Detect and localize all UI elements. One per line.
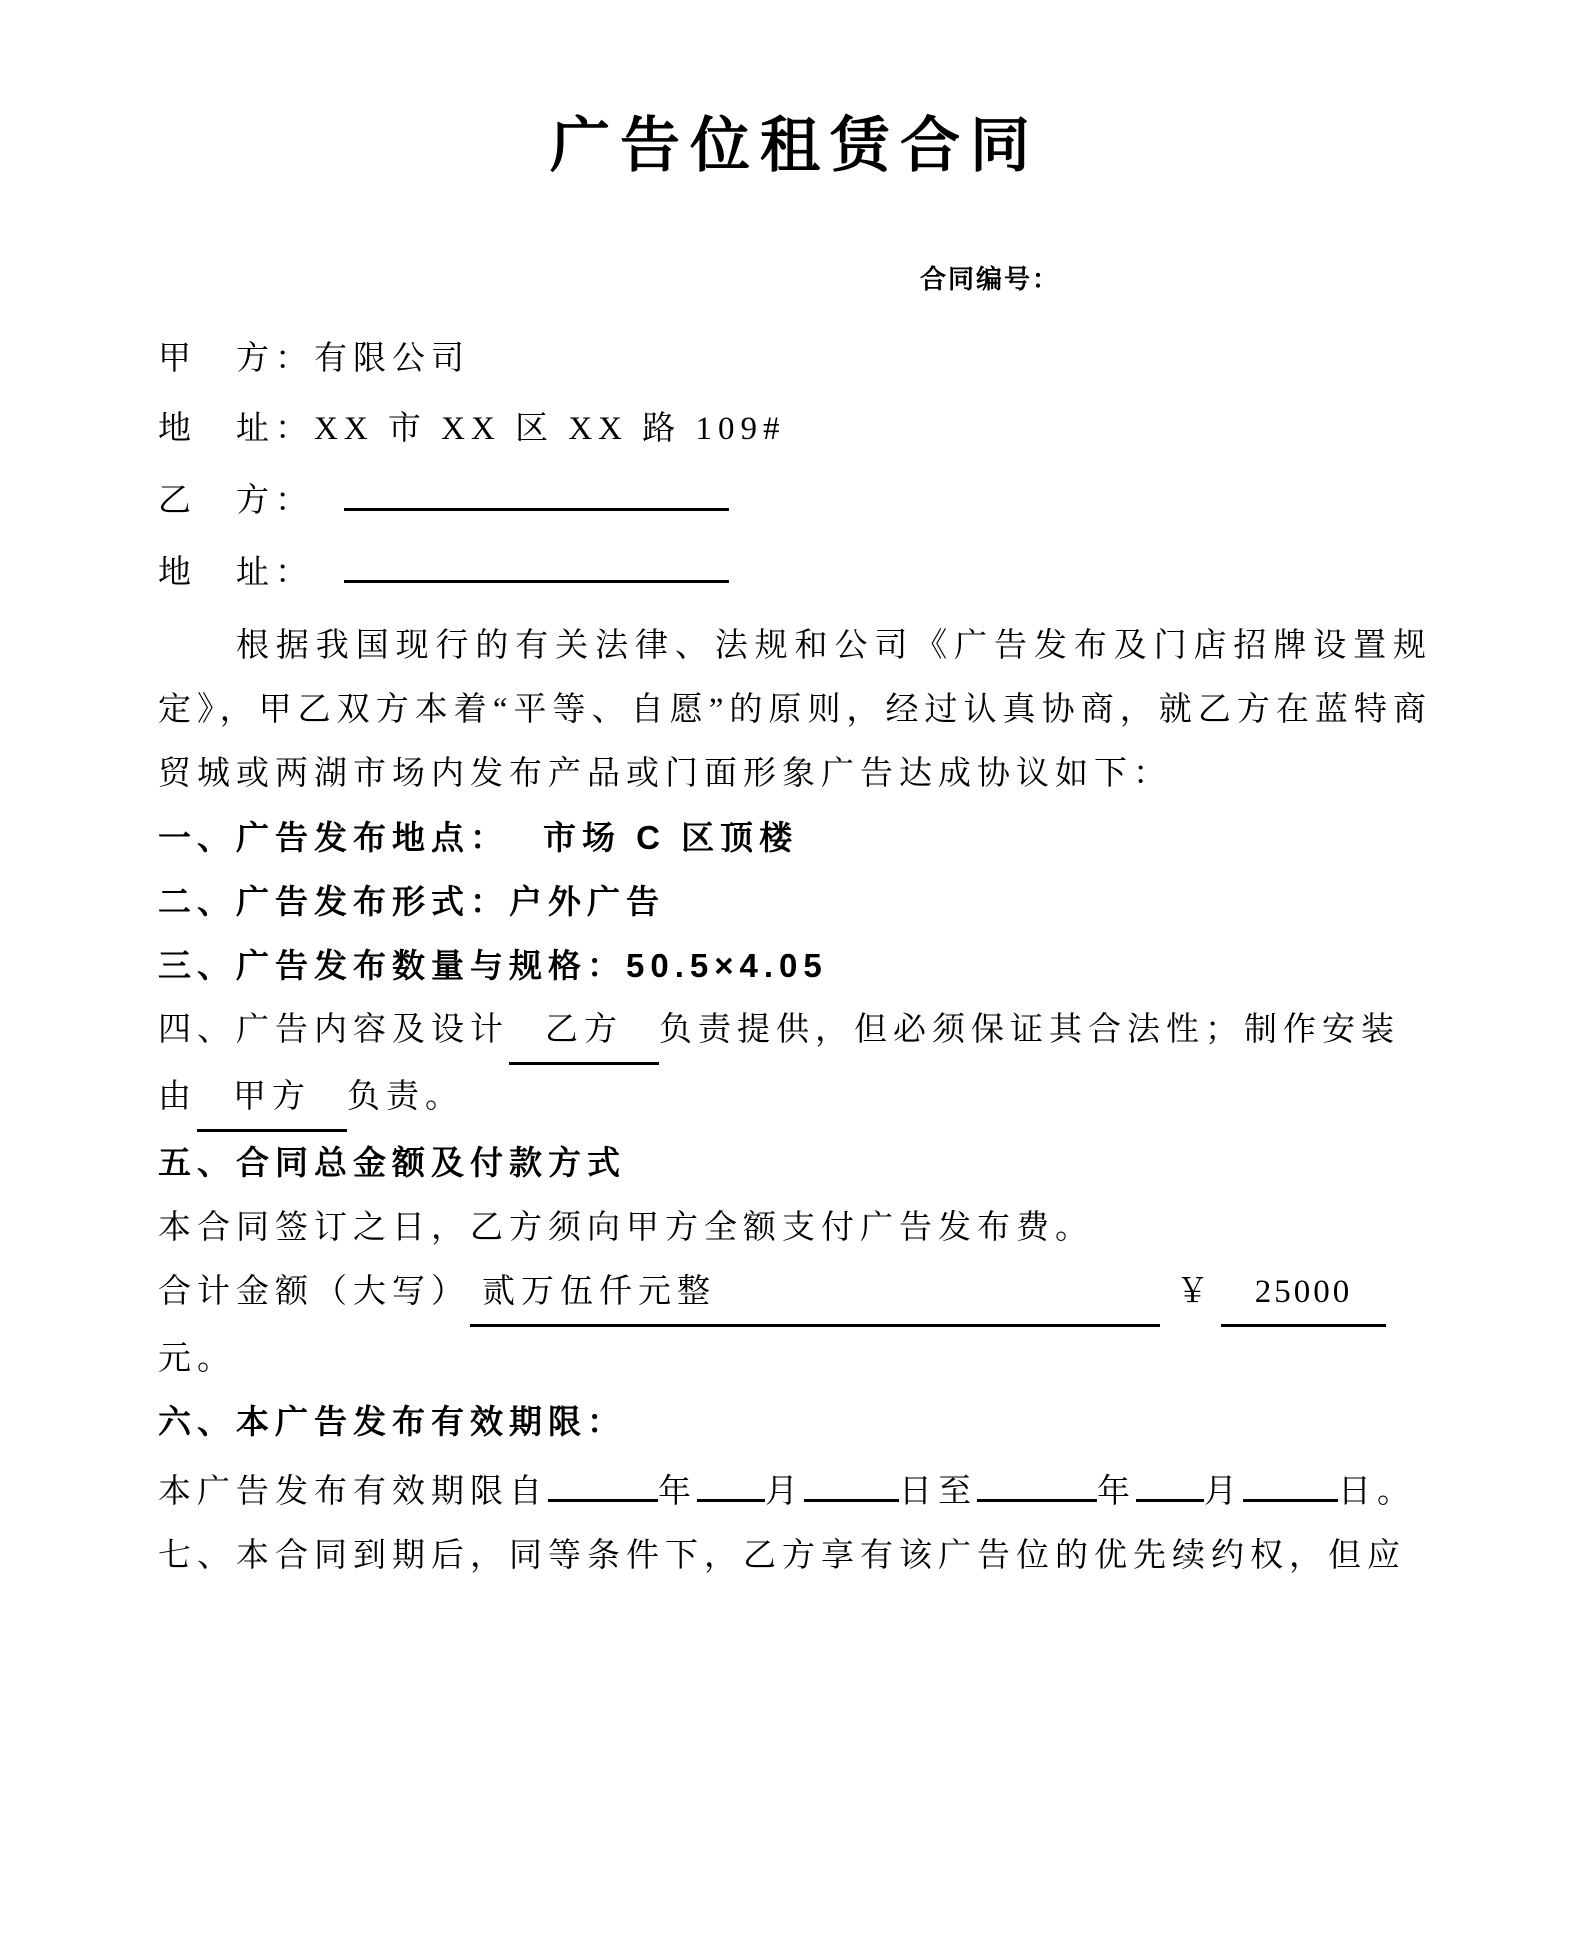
section-6-validity-period [158, 1391, 1432, 1524]
address-a-value: XX 市 XX 区 XX 路 109# [314, 411, 786, 447]
party-b-fill-in-blank[interactable] [344, 464, 729, 511]
section-2-label: 二、广告发布形式： [158, 883, 509, 920]
end-day-label: 日。 [1338, 1474, 1416, 1510]
party-a-value: 有限公司 [314, 341, 470, 377]
amount-unit-label: 元。 [158, 1341, 236, 1377]
start-year-blank[interactable] [548, 1455, 658, 1502]
section-6-heading: 六、本广告发布有效期限： [158, 1405, 626, 1441]
party-b-label: 乙 方： [158, 483, 314, 519]
end-year-label: 年 [1097, 1474, 1136, 1510]
party-a-label: 甲 方： [158, 341, 314, 377]
start-year-label: 年 [658, 1474, 697, 1510]
address-b-label: 地 址： [158, 555, 314, 591]
address-a-label: 地 址： [158, 411, 314, 447]
section-6-date-row [158, 1455, 1432, 1524]
parties-block [158, 324, 1432, 608]
section-2-ad-format [158, 870, 1432, 934]
contract-number-label: 合同编号： [920, 265, 1061, 294]
section-4-pre-text: 四、广告内容及设计 [158, 1012, 509, 1048]
section-3-ad-quantity-spec [158, 934, 1432, 998]
start-day-blank[interactable] [804, 1455, 899, 1502]
section-1-label: 一、广告发布地点： [158, 819, 509, 856]
amount-in-digits-blank[interactable]: 25000 [1221, 1260, 1386, 1327]
currency-symbol: ￥ [1176, 1274, 1215, 1310]
section-4-party-a-blank[interactable]: 甲方 [197, 1065, 347, 1132]
start-month-label: 月 [765, 1474, 804, 1510]
amount-in-words-blank[interactable]: 贰万伍仟元整 [470, 1260, 1160, 1327]
section-5-total-row [158, 1260, 1432, 1391]
total-amount-label: 合计金额（大写） [158, 1274, 470, 1310]
section-2-value: 户外广告 [509, 883, 665, 920]
end-month-label: 月 [1204, 1474, 1243, 1510]
end-month-blank[interactable] [1136, 1455, 1204, 1502]
section-6-pre-text: 本广告发布有效期限自 [158, 1474, 548, 1510]
address-b-row [158, 536, 1432, 608]
section-4-party-b-blank[interactable]: 乙方 [509, 998, 659, 1065]
section-4-end-text: 负责。 [347, 1079, 464, 1115]
section-4-ad-content-design [158, 998, 1432, 1132]
address-a-row [158, 394, 1432, 464]
party-b-row [158, 464, 1432, 536]
section-5-payment-line: 本合同签订之日，乙方须向甲方全额支付广告发布费。 [158, 1210, 1094, 1246]
section-3-label: 三、广告发布数量与规格： [158, 947, 626, 984]
section-5-heading: 五、合同总金额及付款方式 [158, 1146, 626, 1182]
address-b-fill-in-blank[interactable] [344, 536, 729, 583]
end-day-blank[interactable] [1243, 1455, 1338, 1502]
section-1-value: 市场 C 区顶楼 [543, 819, 799, 856]
page-title: 广告位租赁合同 [550, 112, 1040, 179]
preamble-paragraph: 根据我国现行的有关法律、法规和公司《广告发布及门店招牌设置规定》，甲乙双方本着“平等、自愿”的原则，经过认真协商，就乙方在蓝特商贸城或两湖市场内发布产品或门面形象广告达成协议如下： [158, 628, 1432, 792]
section-1-ad-location [158, 806, 1432, 870]
start-month-blank[interactable] [697, 1455, 765, 1502]
section-3-value: 50.5×4.05 [626, 947, 828, 984]
section-7-renewal-clause: 七、本合同到期后，同等条件下，乙方享有该广告位的优先续约权，但应 [158, 1538, 1406, 1574]
start-day-to-label: 日至 [899, 1474, 977, 1510]
section-4-mid-text: 负责提供，但必须保证其合法性；制作安装由 [158, 1012, 1400, 1115]
section-5-total-amount [158, 1132, 1432, 1391]
end-year-blank[interactable] [977, 1455, 1097, 1502]
party-a-row [158, 324, 1432, 394]
